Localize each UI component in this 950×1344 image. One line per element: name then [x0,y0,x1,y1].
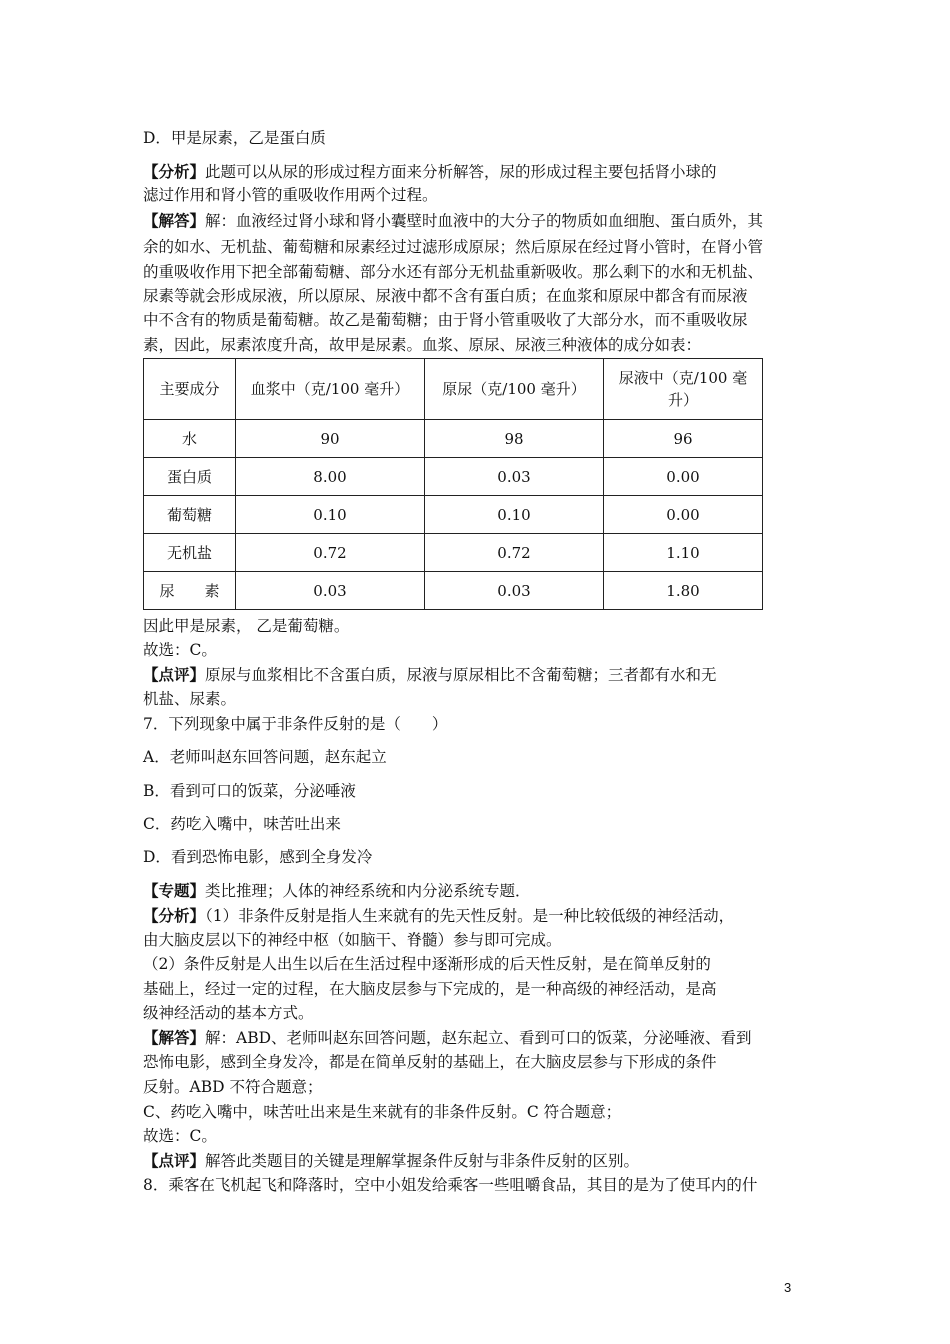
table-cell: 96 [604,420,763,458]
table-row [144,458,763,496]
analysis-paragraph [143,161,815,183]
answer-line: 尿素等就会形成尿液，所以原尿、尿液中都不含有蛋白质；在血浆和原尿中都含有而尿液 [143,287,748,305]
comment-paragraph [143,664,815,686]
table-header-row [144,359,763,420]
table-row [144,496,763,534]
analysis-line: （2）条件反射是人出生以后在生活过程中逐渐形成的后天性反射，是在简单反射的 [143,955,711,973]
option-d: D．甲是尿素，乙是蛋白质 [143,129,326,147]
table-cell: 0.03 [425,572,604,610]
table-cell: 8.00 [236,458,425,496]
question-8: 8．乘客在飞机起飞和降落时，空中小姐发给乘客一些咀嚼食品，其目的是为了使耳内的什 [143,1176,758,1194]
analysis-text: 此题可以从尿的形成过程方面来分析解答，尿的形成过程主要包括肾小球的 [205,163,717,181]
table-cell: 0.72 [236,534,425,572]
comment-tag: 【点评】 [143,1151,206,1170]
topic-tag: 【专题】 [143,881,206,900]
answer-line: 恐怖电影，感到全身发冷，都是在简单反射的基础上，在大脑皮层参与下形成的条件 [143,1053,717,1071]
table-header-cell: 尿液中（克/100 毫升） [604,359,763,420]
option-b: B．看到可口的饭菜，分泌唾液 [143,782,356,800]
analysis-tag: 【分析】 [143,162,206,181]
table-cell: 水 [144,420,236,458]
answer-line: C、药吃入嘴中，味苦吐出来是生来就有的非条件反射。C 符合题意； [143,1103,622,1121]
comment-paragraph [143,1150,815,1172]
analysis-line: 由大脑皮层以下的神经中枢（如脑干、脊髓）参与即可完成。 [143,931,562,949]
option-d: D．看到恐怖电影，感到全身发冷 [143,848,373,866]
table-cell: 98 [425,420,604,458]
answer-tag: 【解答】 [143,211,206,230]
table-row [144,534,763,572]
table-cell: 葡萄糖 [144,496,236,534]
table-cell: 0.10 [236,496,425,534]
topic-text: 类比推理；人体的神经系统和内分泌系统专题． [205,882,531,900]
table-cell: 尿 素 [144,572,236,610]
answer-paragraph [143,1027,815,1049]
answer-line: 素，因此，尿素浓度升高，故甲是尿素。血浆、原尿、尿液三种液体的成分如表： [143,336,702,354]
comment-text: 原尿与血浆相比不含蛋白质，尿液与原尿相比不含葡萄糖；三者都有水和无 [205,666,717,684]
analysis-text: （1）非条件反射是指人生来就有的先天性反射。是一种比较低级的神经活动， [205,907,735,925]
answer-line: 余的如水、无机盐、葡萄糖和尿素经过过滤形成原尿；然后原尿在经过肾小管时，在肾小管 [143,238,764,256]
analysis-tag: 【分析】 [143,906,206,925]
option-c: C．药吃入嘴中，味苦吐出来 [143,815,341,833]
table-cell: 0.00 [604,496,763,534]
table-header-cell: 主要成分 [144,359,236,420]
table-cell: 蛋白质 [144,458,236,496]
analysis-line: 基础上，经过一定的过程，在大脑皮层参与下完成的，是一种高级的神经活动，是高 [143,980,717,998]
table-row [144,572,763,610]
table-cell: 0.03 [236,572,425,610]
topic-paragraph [143,880,815,902]
analysis-paragraph [143,905,815,927]
answer-tag: 【解答】 [143,1028,206,1047]
comment-line: 机盐、尿素。 [143,690,237,708]
table-row [144,420,763,458]
table-cell: 0.03 [425,458,604,496]
answer-text: 解：ABD、老师叫赵东回答问题，赵东起立、看到可口的饭菜，分泌唾液、看到 [205,1029,752,1047]
page-number: 3 [784,1280,792,1295]
option-a: A．老师叫赵东回答问题，赵东起立 [143,748,387,766]
analysis-line: 级神经活动的基本方式。 [143,1004,314,1022]
answer-line: 反射。ABD 不符合题意； [143,1078,323,1096]
analysis-line: 滤过作用和肾小管的重吸收作用两个过程。 [143,186,438,204]
answer-line: 的重吸收作用下把全部葡萄糖、部分水还有部分无机盐重新吸收。那么剩下的水和无机盐、 [143,263,764,281]
table-cell: 1.80 [604,572,763,610]
table-cell: 0.10 [425,496,604,534]
table-cell: 90 [236,420,425,458]
answer-paragraph [143,210,815,232]
table-cell: 0.72 [425,534,604,572]
table-cell: 无机盐 [144,534,236,572]
table-header-cell: 原尿（克/100 毫升） [425,359,604,420]
composition-table [143,358,763,610]
answer-line: 中不含有的物质是葡萄糖。故乙是葡萄糖；由于肾小管重吸收了大部分水，而不重吸收尿 [143,311,748,329]
answer-text: 解：血液经过肾小球和肾小囊壁时血液中的大分子的物质如血细胞、蛋白质外，其 [205,212,764,230]
table-cell: 0.00 [604,458,763,496]
table-header-cell: 血浆中（克/100 毫升） [236,359,425,420]
comment-tag: 【点评】 [143,665,206,684]
table-cell: 1.10 [604,534,763,572]
choice-line: 故选：C。 [143,1127,217,1145]
choice-line: 故选：C。 [143,641,217,659]
question-7: 7．下列现象中属于非条件反射的是（ ） [143,715,448,733]
conclusion-line: 因此甲是尿素， 乙是葡萄糖。 [143,617,350,635]
comment-text: 解答此类题目的关键是理解掌握条件反射与非条件反射的区别。 [205,1152,640,1170]
